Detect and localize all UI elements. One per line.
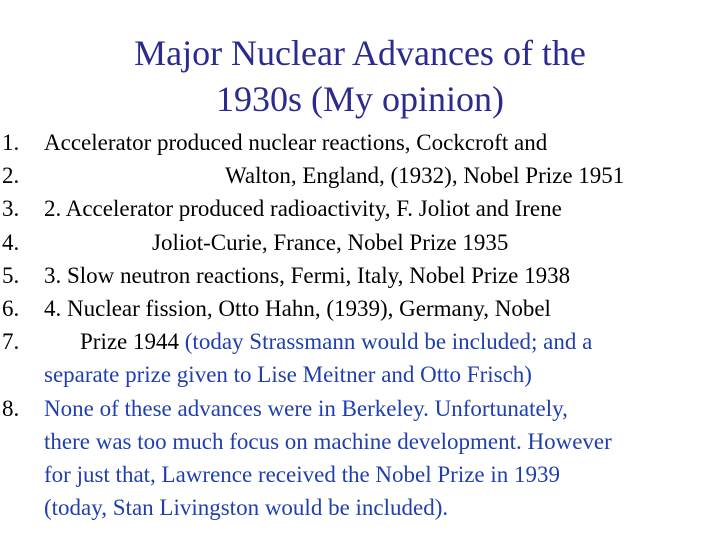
list-text: 2. Accelerator produced radioactivity, F. Joliot and Irene — [44, 196, 562, 222]
list-text-note: (today Strassmann would be included; and a — [184, 329, 593, 355]
list-item-7 — [0, 325, 720, 358]
list-text: Accelerator produced nuclear reactions, Cockcroft and — [44, 130, 548, 155]
list-item-6 — [0, 292, 720, 325]
list-text: 4. Nuclear fission, Otto Hahn, (1939), Germany, Nobel — [44, 295, 551, 321]
list-item-8 — [0, 392, 720, 425]
list-number: 6. — [2, 295, 20, 321]
list-text-part: Prize 1944 — [80, 329, 185, 355]
list-item-1 — [0, 126, 720, 159]
list-text: for just that, Lawrence received the Nobel Prize in 1939 — [44, 461, 561, 487]
list-text: None of these advances were in Berkeley. Unfortunately, — [44, 395, 568, 421]
list-item-3 — [0, 192, 720, 225]
list-item-8-continued — [0, 458, 720, 491]
list-number: 4. — [2, 229, 20, 255]
list-text — [80, 325, 592, 358]
title-line-1: Major Nuclear Advances of the — [134, 33, 586, 73]
slide-title — [0, 30, 720, 122]
title-line-2: 1930s (My opinion) — [216, 79, 504, 119]
list-item-7-continued — [0, 358, 720, 391]
list-number: 8. — [2, 395, 20, 421]
list-number: 2. — [2, 163, 20, 189]
list-number: 7. — [2, 329, 20, 355]
list-text: 3. Slow neutron reactions, Fermi, Italy, Nobel Prize 1938 — [44, 262, 571, 288]
list-number: 3. — [2, 196, 20, 222]
list-item-8-continued — [0, 491, 720, 524]
list-item-8-continued — [0, 425, 720, 458]
list-text: (today, Stan Livingston would be included). — [44, 495, 449, 521]
list-text: Walton, England, (1932), Nobel Prize 1951 — [225, 163, 625, 189]
list-number: 1. — [2, 130, 20, 155]
list-item-4 — [0, 226, 720, 259]
list-item-5 — [0, 259, 720, 292]
list-text: there was too much focus on machine development. However — [44, 428, 612, 454]
list-item-2 — [0, 159, 720, 192]
list-text: Joliot-Curie, France, Nobel Prize 1935 — [152, 229, 509, 255]
advances-list — [0, 126, 720, 524]
list-number: 5. — [2, 262, 20, 288]
list-text-note: separate prize given to Lise Meitner and Otto Frisch) — [44, 362, 532, 388]
